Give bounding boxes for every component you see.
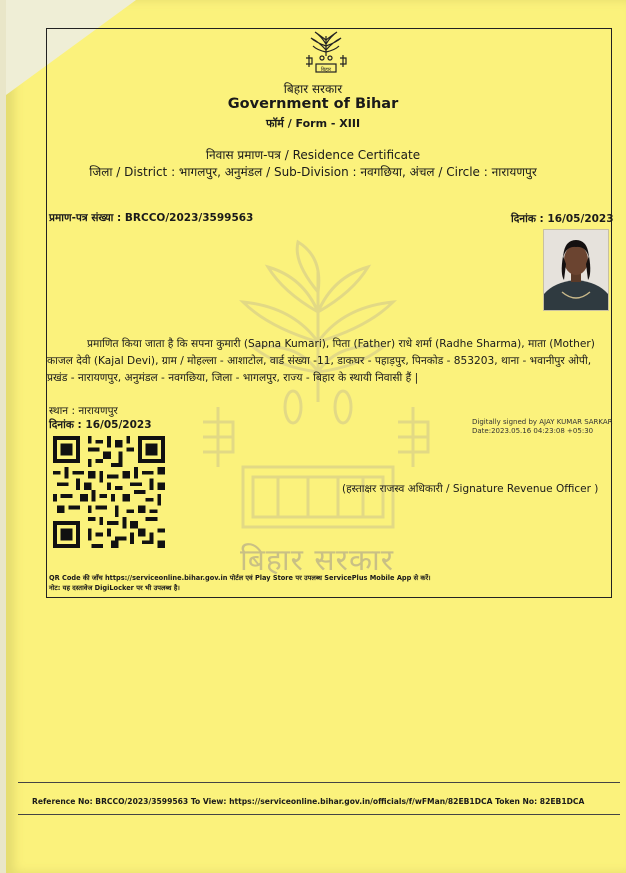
applicant-photo [543, 229, 609, 311]
watermark-text: बिहार सरकार [240, 543, 395, 578]
qr-code-icon[interactable] [52, 436, 166, 548]
place-line: स्थान : नारायणपुर [49, 405, 118, 417]
reference-line: Reference No: BRCCO/2023/3599563 To View: https://serviceonline.bihar.gov.in/officials/f/wFMan/82EB1DCA Token No: 82EB1DCA [32, 797, 585, 806]
digital-sign-date: Date:2023.05.16 04:23:08 +05:30 [472, 427, 594, 435]
date-line: दिनांक : 16/05/2023 [49, 419, 152, 431]
footer-rule-bottom [18, 814, 620, 815]
location-line: जिला / District : भागलपुर, अनुमंडल / Sub-Division : नवगछिया, अंचल / Circle : नारायणपुर [89, 165, 537, 179]
certificate-number-value: BRCCO/2023/3599563 [124, 212, 254, 224]
digital-signature-info [472, 418, 613, 436]
signature-title: (हस्ताक्षर राजस्व अधिकारी / Signature Revenue Officer ) [342, 483, 599, 495]
state-name-hindi: बिहार सरकार [283, 82, 343, 96]
bihar-tree-watermark-icon [198, 232, 438, 572]
certificate-number-label: प्रमाण-पत्र संख्या : [49, 212, 122, 224]
issue-date-value: 16/05/2023 [547, 213, 614, 225]
digital-signer: Digitally signed by AJAY KUMAR SARKAR [472, 418, 613, 426]
certificate-body: प्रमाणित किया जाता है कि सपना कुमारी (Sapna Kumari), पिता (Father) राधे शर्मा (Radhe Sharma), माता (Mother) काजल देवी (Kajal Devi), ग्राम / मोहल्ला - आशाटोल, वार्ड संख्या -11, डाकघर - पहाड़पुर, पिनकोड - 853203, थाना - भवानीपुर ओपी, प्रखंड - नारायणपुर, अनुमंडल - नवगछिया, जिला - भागलपुर, राज्य - बिहार के स्थायी निवासी हैं | [47, 338, 595, 384]
issue-date [511, 212, 614, 226]
emblem-text: बिहार [320, 67, 332, 73]
footer-rule-top [18, 782, 620, 783]
digilocker-note: नोट: यह दस्तावेज DigiLocker पर भी उपलब्ध है। [49, 584, 180, 592]
qr-verification-note: QR Code की जाँच https://serviceonline.bihar.gov.in पोर्टल एवं Play Store पर उपलब्ध ServicePlus Mobile App से करें। [49, 574, 431, 582]
issue-date-label: दिनांक : [511, 213, 544, 225]
bihar-emblem-icon [303, 30, 349, 78]
certificate-number [49, 211, 253, 225]
state-name-english: Government of Bihar [227, 96, 399, 112]
form-number: फॉर्म / Form - XIII [265, 117, 361, 130]
certificate-title: निवास प्रमाण-पत्र / Residence Certificate [205, 148, 421, 162]
